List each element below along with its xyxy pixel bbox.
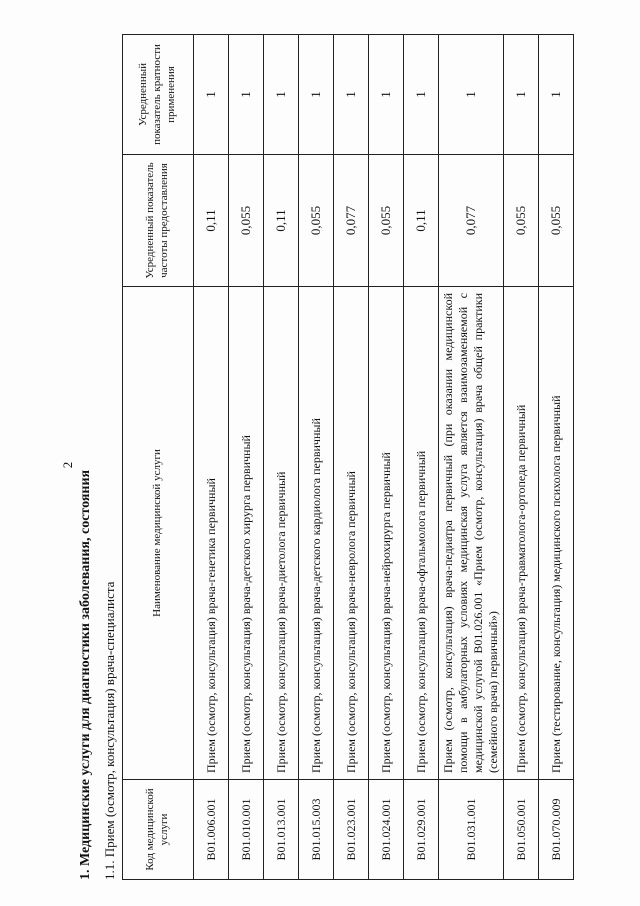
- table-row: [229, 35, 264, 880]
- header-multiplicity: Усредненный показатель кратности применения: [123, 35, 194, 155]
- service-name: Прием (осмотр, консультация) врача-детского кардиолога первичный: [299, 287, 334, 780]
- frequency-value: 0,055: [504, 155, 539, 287]
- frequency-value: 0,11: [194, 155, 229, 287]
- service-name: Прием (осмотр, консультация) врача-педиатра первичный (при оказании медицинской помощи в амбулаторных условиях медицинская услуга является взаимозаменяемой с медицинской услугой B01.026.001 «Прием (осмотр, консультация) врача общей практики (семейного врача) первичный»): [439, 287, 504, 780]
- service-name: Прием (тестирование, консультация) медицинского психолога первичный: [539, 287, 574, 780]
- subsection-heading: 1.1. Прием (осмотр, консультация) врача-специалиста: [102, 581, 117, 880]
- service-name: Прием (осмотр, консультация) врача-нейрохирурга первичный: [369, 287, 404, 780]
- rotated-content: [60, 35, 620, 880]
- table-row: [539, 35, 574, 880]
- frequency-value: 0,055: [229, 155, 264, 287]
- table-row: [264, 35, 299, 880]
- service-code: B01.050.001: [504, 780, 539, 880]
- frequency-value: 0,11: [264, 155, 299, 287]
- service-code: B01.023.001: [334, 780, 369, 880]
- services-table: [122, 34, 574, 880]
- multiplicity-value: 1: [504, 35, 539, 155]
- table-row: [369, 35, 404, 880]
- service-name: Прием (осмотр, консультация) врача-детского хирурга первичный: [229, 287, 264, 780]
- frequency-value: 0,11: [404, 155, 439, 287]
- header-name: Наименование медицинской услуги: [123, 287, 194, 780]
- table-row: [334, 35, 369, 880]
- service-code: B01.013.001: [264, 780, 299, 880]
- frequency-value: 0,055: [299, 155, 334, 287]
- multiplicity-value: 1: [539, 35, 574, 155]
- multiplicity-value: 1: [439, 35, 504, 155]
- service-name: Прием (осмотр, консультация) врача-диетолога первичный: [264, 287, 299, 780]
- table-row: [504, 35, 539, 880]
- service-code: B01.015.003: [299, 780, 334, 880]
- multiplicity-value: 1: [369, 35, 404, 155]
- multiplicity-value: 1: [404, 35, 439, 155]
- frequency-value: 0,077: [439, 155, 504, 287]
- service-name: Прием (осмотр, консультация) врача-генетика первичный: [194, 287, 229, 780]
- service-code: B01.029.001: [404, 780, 439, 880]
- multiplicity-value: 1: [299, 35, 334, 155]
- section-heading: 1. Медицинские услуги для диагностики заболевания, состояния: [78, 469, 93, 880]
- table-row: [404, 35, 439, 880]
- page-number: 2: [60, 461, 75, 469]
- frequency-value: 0,055: [539, 155, 574, 287]
- multiplicity-value: 1: [264, 35, 299, 155]
- multiplicity-value: 1: [334, 35, 369, 155]
- table-row: [194, 35, 229, 880]
- frequency-value: 0,055: [369, 155, 404, 287]
- service-name: Прием (осмотр, консультация) врача-невролога первичный: [334, 287, 369, 780]
- frequency-value: 0,077: [334, 155, 369, 287]
- service-code: B01.070.009: [539, 780, 574, 880]
- service-code: B01.024.001: [369, 780, 404, 880]
- table-row: [299, 35, 334, 880]
- service-name: Прием (осмотр, консультация) врача-офтальмолога первичный: [404, 287, 439, 780]
- header-frequency: Усредненный показатель частоты предоставления: [123, 155, 194, 287]
- table-header-row: [123, 35, 194, 880]
- service-name: Прием (осмотр, консультация) врача-травматолога-ортопеда первичный: [504, 287, 539, 780]
- header-code: Код медицинской услуги: [123, 780, 194, 880]
- service-code: B01.010.001: [229, 780, 264, 880]
- table-row: [439, 35, 504, 880]
- service-code: B01.006.001: [194, 780, 229, 880]
- multiplicity-value: 1: [194, 35, 229, 155]
- service-code: B01.031.001: [439, 780, 504, 880]
- multiplicity-value: 1: [229, 35, 264, 155]
